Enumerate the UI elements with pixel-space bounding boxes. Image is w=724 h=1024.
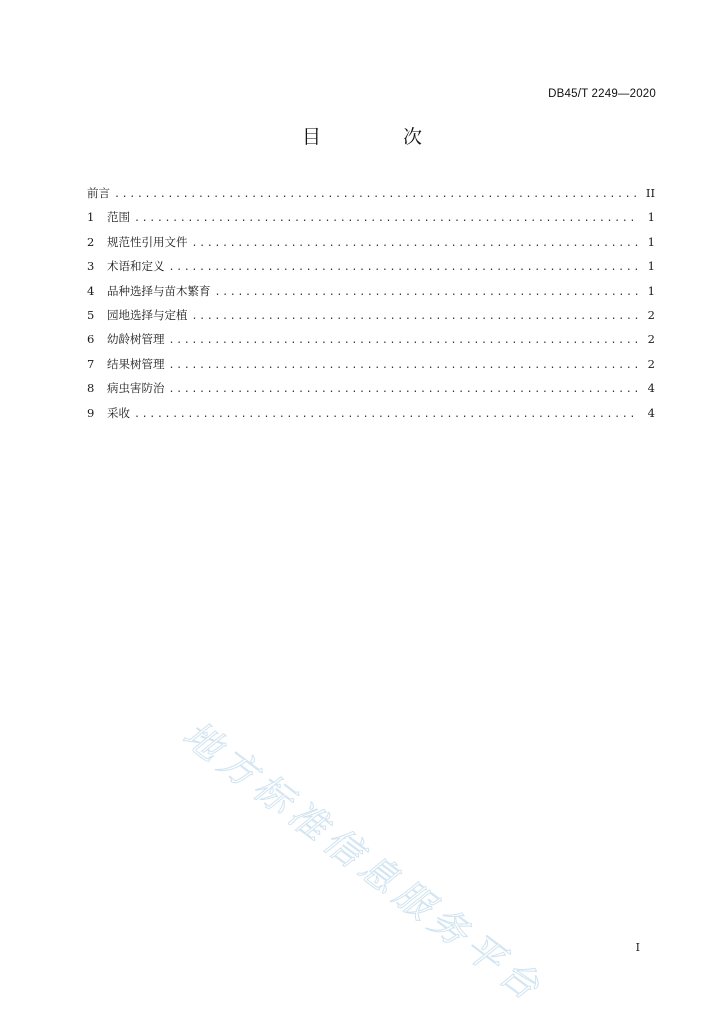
toc-entry-label: 前言 [87, 186, 110, 200]
toc-entry-normative-references[interactable] [87, 234, 655, 258]
toc-entry-number: 5 [87, 307, 95, 322]
toc-entry-label: 规范性引用文件 [107, 234, 188, 249]
toc-dot-leader [169, 262, 640, 273]
page-number: I [635, 941, 640, 954]
toc-entry-page: 2 [647, 307, 655, 322]
toc-entry-fruiting-tree-management[interactable] [87, 356, 655, 380]
document-code: DB45/T 2249—2020 [548, 88, 656, 100]
toc-entry-label: 幼龄树管理 [107, 332, 165, 347]
toc-entry-page: 1 [647, 283, 655, 298]
toc-dot-leader [134, 409, 639, 420]
toc-dot-leader [114, 189, 639, 200]
toc-entry-page: 4 [647, 381, 655, 396]
toc-entry-scope[interactable] [87, 209, 655, 233]
toc-entry-label: 采收 [107, 405, 130, 420]
toc-entry-terms-definitions[interactable] [87, 258, 655, 282]
toc-entry-label: 结果树管理 [107, 356, 165, 371]
toc-entry-number: 3 [87, 259, 95, 274]
toc-entry-harvest[interactable] [87, 405, 655, 429]
toc-entry-number: 7 [87, 356, 95, 371]
toc-entry-site-planting[interactable] [87, 307, 655, 331]
toc-entry-number: 2 [87, 234, 95, 249]
toc-entry-page: 1 [647, 210, 655, 225]
toc-entry-label: 范围 [107, 210, 130, 225]
toc-entry-number: 4 [87, 283, 95, 298]
toc-dot-leader [169, 384, 640, 395]
toc-entry-page: 2 [647, 332, 655, 347]
page-title: 目 次 [301, 126, 461, 148]
toc-dot-leader [215, 287, 640, 298]
toc-dot-leader [192, 311, 640, 322]
toc-entry-foreword[interactable] [87, 185, 655, 209]
toc-entry-label: 园地选择与定植 [107, 307, 188, 322]
toc-entry-page: 1 [647, 259, 655, 274]
watermark: 地方标准信息服务平台 [174, 712, 553, 1012]
table-of-contents [87, 185, 655, 429]
toc-entry-number: 8 [87, 381, 95, 396]
toc-entry-number: 9 [87, 405, 95, 420]
toc-dot-leader [169, 335, 640, 346]
toc-entry-page: II [645, 186, 655, 200]
toc-entry-page: 2 [647, 356, 655, 371]
toc-entry-label: 病虫害防治 [107, 381, 165, 396]
toc-entry-number: 1 [87, 210, 95, 225]
toc-entry-pest-control[interactable] [87, 380, 655, 404]
toc-entry-page: 4 [647, 405, 655, 420]
toc-entry-variety-seedling[interactable] [87, 283, 655, 307]
toc-dot-leader [192, 238, 640, 249]
toc-entry-label: 术语和定义 [107, 259, 165, 274]
toc-entry-young-tree-management[interactable] [87, 331, 655, 355]
toc-dot-leader [134, 213, 639, 224]
toc-entry-label: 品种选择与苗木繁育 [107, 283, 211, 298]
toc-entry-page: 1 [647, 234, 655, 249]
toc-entry-number: 6 [87, 332, 95, 347]
toc-dot-leader [169, 360, 640, 371]
